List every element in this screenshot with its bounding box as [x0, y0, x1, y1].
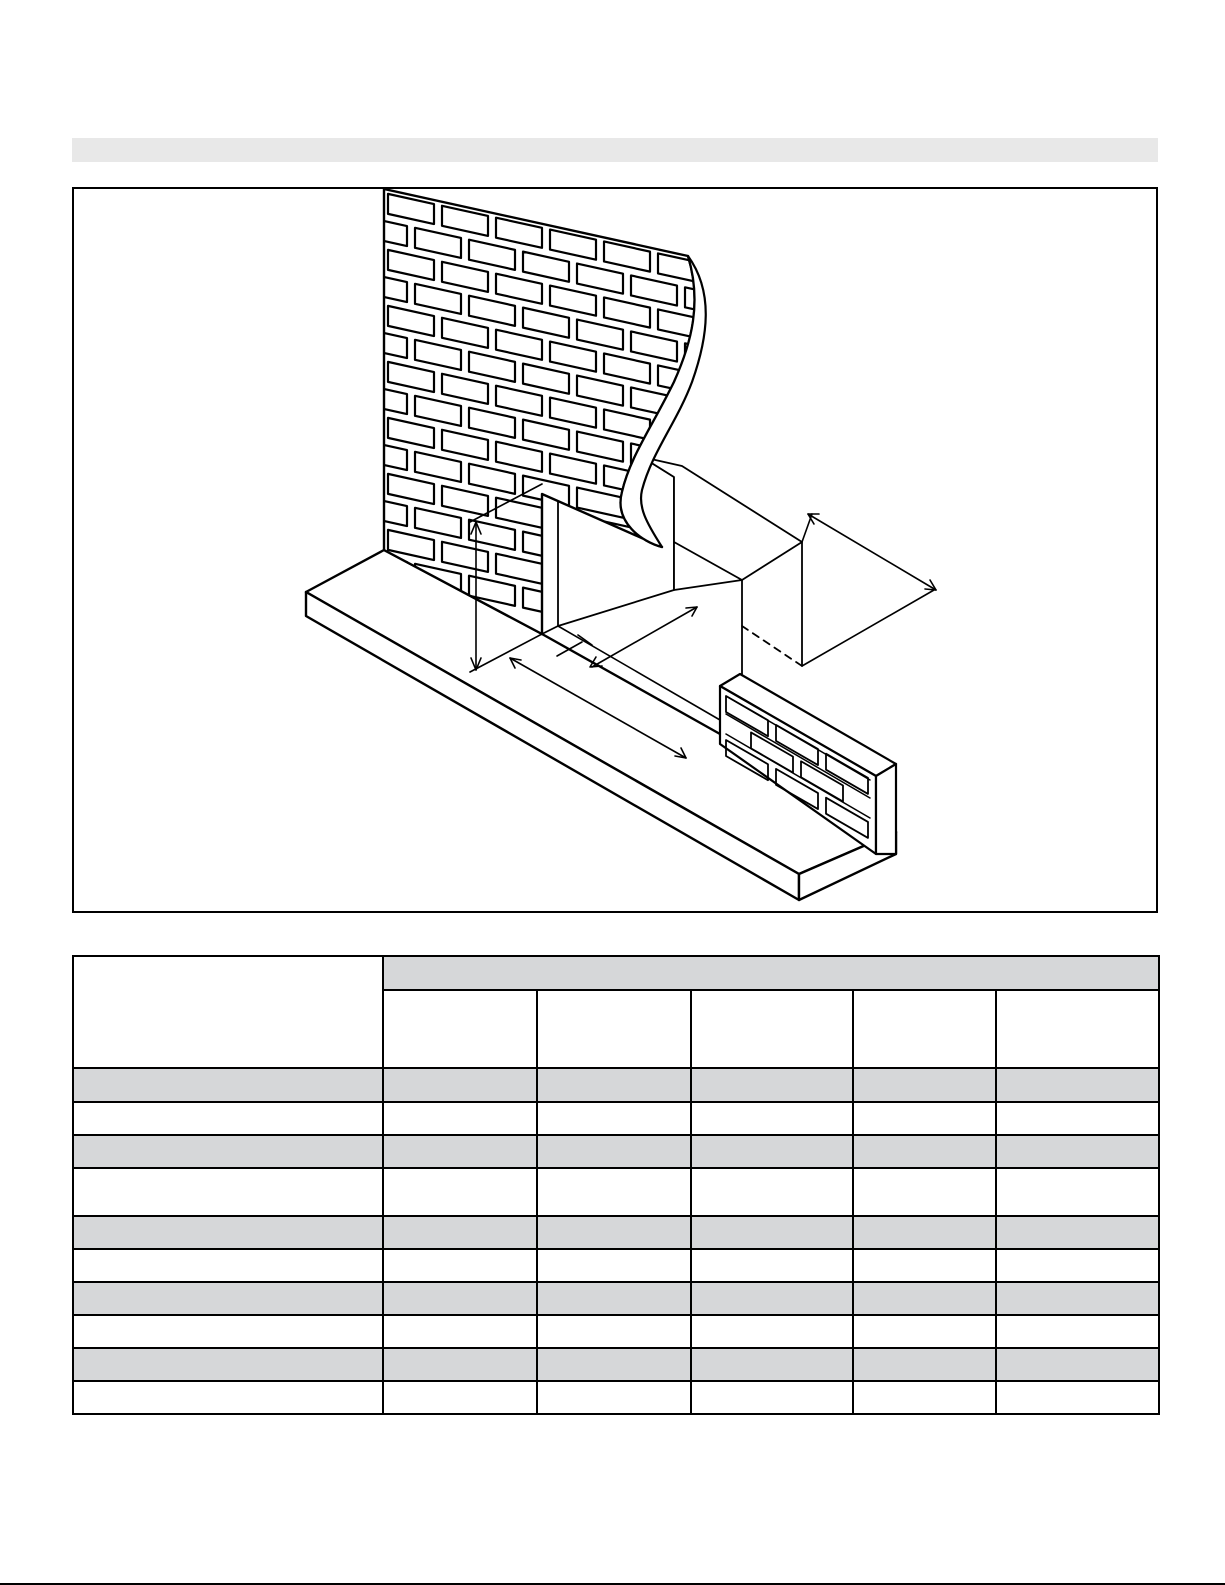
wall-brick	[712, 433, 758, 463]
table-cell	[853, 1168, 996, 1216]
table-cell	[383, 1135, 537, 1168]
column-header	[383, 990, 537, 1068]
row-label	[73, 1315, 383, 1348]
wall-brick	[334, 238, 380, 268]
column-header	[537, 990, 691, 1068]
table-cell	[537, 1249, 691, 1282]
table-cell	[383, 1381, 537, 1414]
table-cell	[691, 1348, 853, 1381]
table-cell	[996, 1068, 1159, 1102]
row-label	[73, 1282, 383, 1315]
table-cell	[537, 1068, 691, 1102]
table-row	[73, 1135, 1159, 1168]
wall-brick	[712, 321, 758, 351]
table-cell	[853, 1135, 996, 1168]
table-cell	[537, 1282, 691, 1315]
table-cell	[996, 1315, 1159, 1348]
row-label	[73, 1102, 383, 1135]
table-cell	[853, 1282, 996, 1315]
row-label	[73, 1249, 383, 1282]
wall-brick	[739, 579, 785, 609]
table-cell	[383, 1282, 537, 1315]
table-cell	[691, 1102, 853, 1135]
table-cell	[996, 1168, 1159, 1216]
wall-brick	[334, 294, 380, 324]
table-row	[73, 1102, 1159, 1135]
table-row	[73, 1168, 1159, 1216]
fireplace-diagram	[72, 187, 1158, 913]
wall-brick	[739, 411, 785, 441]
table-cell	[383, 1348, 537, 1381]
wall-brick	[658, 589, 704, 619]
table-cell	[996, 1282, 1159, 1315]
table-cell	[853, 1348, 996, 1381]
table-cell	[853, 1249, 996, 1282]
wall-brick	[334, 518, 380, 548]
table-group-header	[383, 956, 1159, 990]
wall-brick	[712, 265, 758, 295]
table-row	[73, 1381, 1159, 1414]
table-corner-cell	[73, 956, 383, 1068]
row-label	[73, 1068, 383, 1102]
table-cell	[537, 1216, 691, 1249]
table-row	[73, 1216, 1159, 1249]
wall-brick	[739, 467, 785, 497]
table-cell	[996, 1135, 1159, 1168]
column-header	[996, 990, 1159, 1068]
table-cell	[996, 1216, 1159, 1249]
table-cell	[691, 1249, 853, 1282]
wall-brick	[334, 462, 380, 492]
table-cell	[383, 1315, 537, 1348]
table-cell	[537, 1168, 691, 1216]
table-row	[73, 1068, 1159, 1102]
wall-brick	[712, 377, 758, 407]
wall-brick	[739, 299, 785, 329]
table-cell	[383, 1168, 537, 1216]
row-label	[73, 1381, 383, 1414]
wall-brick	[334, 187, 380, 212]
table-cell	[383, 1216, 537, 1249]
figure-frame	[72, 187, 1158, 913]
row-label	[73, 1348, 383, 1381]
wall-brick	[334, 350, 380, 380]
table-row	[73, 1348, 1159, 1381]
table-row	[73, 1249, 1159, 1282]
table-cell	[996, 1348, 1159, 1381]
table-cell	[691, 1168, 853, 1216]
column-header	[853, 990, 996, 1068]
wall-brick	[334, 406, 380, 436]
table-cell	[383, 1102, 537, 1135]
table-cell	[691, 1068, 853, 1102]
table-cell	[383, 1068, 537, 1102]
specification-table	[72, 955, 1160, 1415]
row-label	[73, 1168, 383, 1216]
table-cell	[691, 1216, 853, 1249]
table-cell	[383, 1249, 537, 1282]
table-cell	[853, 1381, 996, 1414]
table-cell	[537, 1348, 691, 1381]
wall-brick	[685, 623, 731, 653]
table-cell	[996, 1381, 1159, 1414]
table-cell	[537, 1135, 691, 1168]
table-cell	[853, 1315, 996, 1348]
table-cell	[537, 1381, 691, 1414]
table-cell	[691, 1315, 853, 1348]
table-cell	[691, 1282, 853, 1315]
row-label	[73, 1135, 383, 1168]
table-cell	[996, 1249, 1159, 1282]
table-cell	[537, 1102, 691, 1135]
column-header	[691, 990, 853, 1068]
wall-brick	[685, 399, 731, 429]
row-label	[73, 1216, 383, 1249]
wall-brick	[631, 611, 677, 641]
section-title-bar	[72, 138, 1158, 162]
table-cell	[537, 1315, 691, 1348]
table-row	[73, 1282, 1159, 1315]
table-cell	[691, 1135, 853, 1168]
table-cell	[996, 1102, 1159, 1135]
wall-brick	[739, 355, 785, 385]
table-cell	[853, 1216, 996, 1249]
wall-brick	[712, 601, 758, 631]
table-cell	[853, 1068, 996, 1102]
table-cell	[853, 1102, 996, 1135]
table-row	[73, 1315, 1159, 1348]
table-cell	[691, 1381, 853, 1414]
